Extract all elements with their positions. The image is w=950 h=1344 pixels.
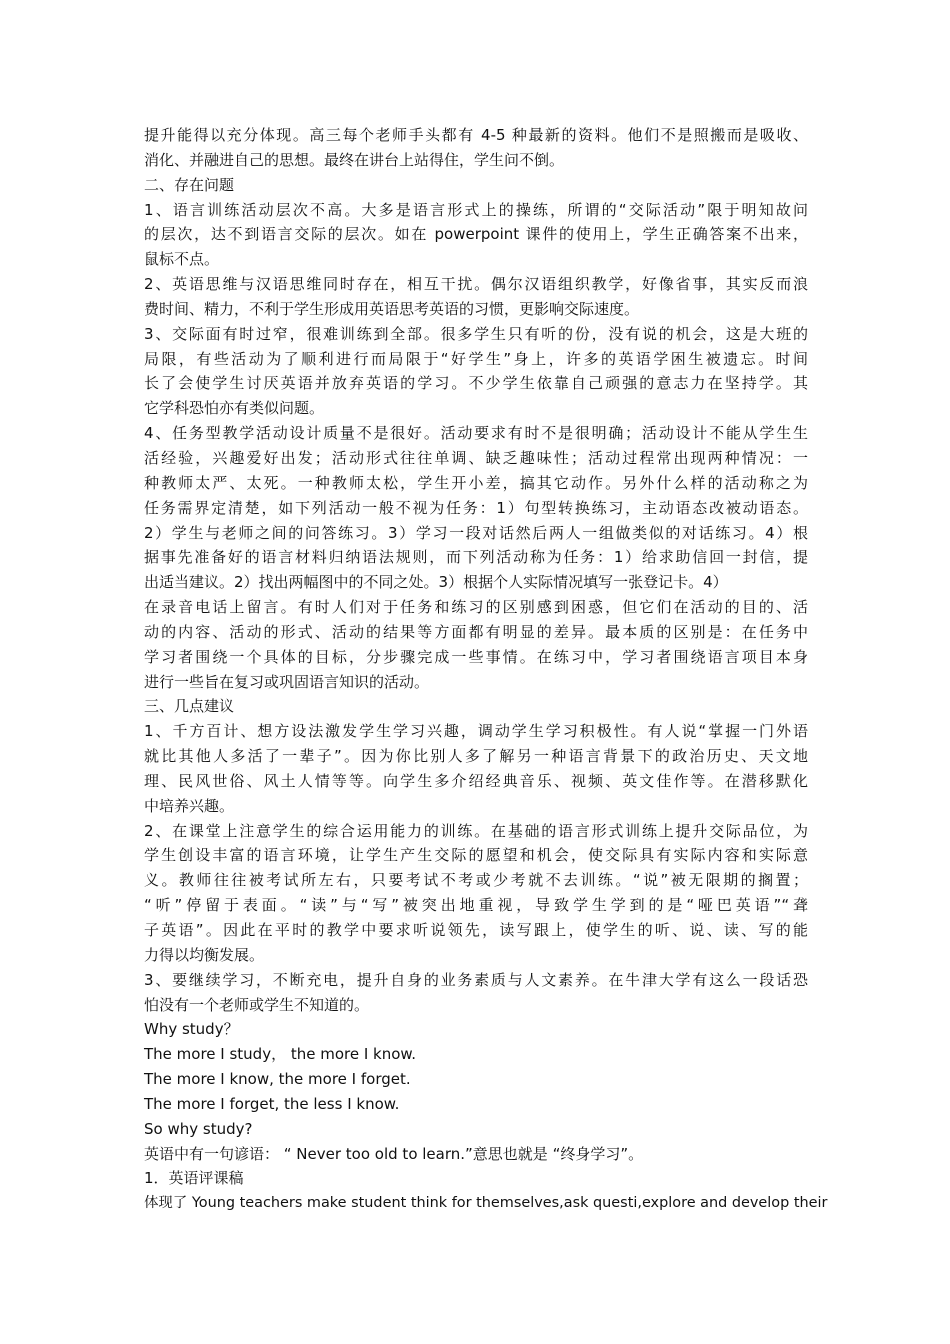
text-line: Why study？ [144,1020,239,1039]
text-line: 4、任务型教学活动设计质量不是很好。活动要求有时不是很明确；活动设计不能从学生生 [144,424,808,443]
document-body [144,123,828,1216]
text-line: 活经验，兴趣爱好出发；活动形式往往单调、缺乏趣味性；活动过程常出现两种情况：一 [144,448,808,467]
text-line: 费时间、精力，不利于学生形成用英语思考英语的习惯，更影响交际速度。 [144,299,640,318]
text-line: 动的内容、活动的形式、活动的结果等方面都有明显的差异。最本质的区别是：在任务中 [144,622,808,641]
text-line: 力得以均衡发展。 [144,945,265,964]
text-line: 义。教师往往被考试所左右，只要考试不考或少考就不去训练。“说”被无限期的搁置； [144,871,808,890]
text-line: 学生创设丰富的语言环境，让学生产生交际的愿望和机会，使交际具有实际内容和实际意 [144,846,808,865]
text-line: 消化、并融进自己的思想。最终在讲台上站得住，学生问不倒。 [144,150,565,169]
text-line: 鼠标不点。 [144,250,220,269]
text-line: 怕没有一个老师或学生不知道的。 [144,995,370,1014]
text-line: The more I know, the more I forget. [144,1070,411,1089]
text-line: 据事先准备好的语言材料归纳语法规则，而下列活动称为任务：1）给求助信回一封信，提 [144,548,808,567]
text-line: 1、千方百计、想方设法激发学生学习兴趣，调动学生学习积极性。有人说“掌握一门外语 [144,722,808,741]
text-line: 它学科恐怕亦有类似问题。 [144,399,325,418]
text-line: 英语中有一句谚语： “ Never too old to learn.”意思也就是 “终身学习”。 [144,1144,644,1163]
text-line: 1．英语评课稿 [144,1169,244,1188]
text-line: 出适当建议。2）找出两幅图中的不同之处。3）根据个人实际情况填写一张登记卡。4） [144,573,728,592]
text-line: 子英语”。因此在平时的教学中要求听说领先，读写跟上，使学生的听、说、读、写的能 [144,921,808,939]
text-line: 三、几点建议 [144,697,235,716]
text-line: The more I forget, the less I know. [144,1094,400,1113]
text-line: 2、英语思维与汉语思维同时存在，相互干扰。偶尔汉语组织教学，好像省事，其实反而浪 [144,275,808,294]
text-line: 2）学生与老师之间的问答练习。3）学习一段对话然后两人一组做类似的对话练习。4）根 [144,523,808,542]
text-line: So why study? [144,1119,253,1138]
text-line: 3、要继续学习，不断充电，提升自身的业务素质与人文素养。在牛津大学有这么一段话恐 [144,970,808,989]
text-line: 1、语言训练活动层次不高。大多是语言形式上的操练，所谓的“交际活动”限于明知故问 [144,200,808,219]
text-line: 局限，有些活动为了顺利进行而局限于“好学生”身上，许多的英语学困生被遗忘。时间 [144,349,808,368]
text-line: 就比其他人多活了一辈子”。因为你比别人多了解另一种语言背景下的政治历史、天文地 [144,747,808,766]
text-line: 二、存在问题 [144,175,235,194]
text-line: 长了会使学生讨厌英语并放弃英语的学习。不少学生依靠自己顽强的意志力在坚持学。其 [144,374,808,393]
text-line: 中培养兴趣。 [144,796,235,815]
text-line: 任务需界定清楚，如下列活动一般不视为任务：1）句型转换练习，主动语态改被动语态。 [144,498,808,517]
text-line: 理、民风世俗、风土人情等等。向学生多介绍经典音乐、视频、英文佳作等。在潜移默化 [144,771,808,790]
text-line: 体现了 Young teachers make student think for themselves,ask questi,explore and develop their [144,1195,828,1212]
text-line: 在录音电话上留言。有时人们对于任务和练习的区别感到困惑，但它们在活动的目的、活 [144,598,808,617]
text-line: 进行一些旨在复习或巩固语言知识的活动。 [144,672,430,691]
text-line: 的层次，达不到语言交际的层次。如在 powerpoint 课件的使用上，学生正确答案不出来， [144,225,808,244]
text-line: 2、在课堂上注意学生的综合运用能力的训练。在基础的语言形式训练上提升交际品位，为 [144,821,808,840]
text-line: The more I study， the more I know. [144,1045,417,1064]
text-line: 种教师太严、太死。一种教师太松，学生开小差，搞其它动作。另外什么样的活动称之为 [144,473,808,492]
text-line: 3、交际面有时过窄，很难训练到全部。很多学生只有听的份，没有说的机会，这是大班的 [144,324,808,343]
text-line: 提升能得以充分体现。高三每个老师手头都有 4-5 种最新的资料。他们不是照搬而是吸收、 [144,126,808,144]
text-line: “听”停留于表面。“读”与“写”被突出地重视，导致学生学到的是“哑巴英语”“聋 [144,896,808,915]
text-line: 学习者围绕一个具体的目标，分步骤完成一些事情。在练习中，学习者围绕语言项目本身 [144,647,808,666]
